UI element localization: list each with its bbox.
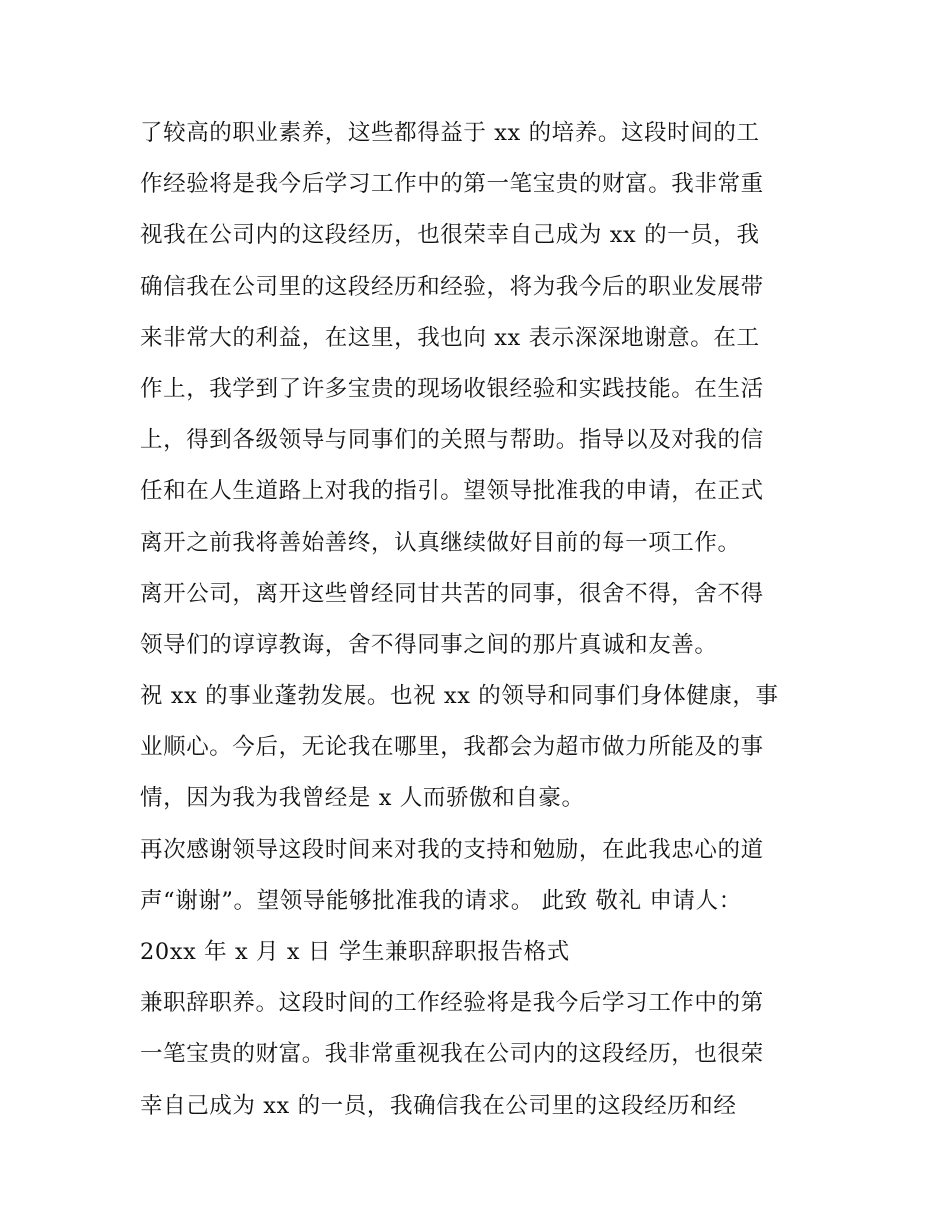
text-line: 离开之前我将善始善终，认真继续做好目前的每一项工作。 bbox=[140, 529, 741, 556]
text-line: 任和在人生道路上对我的指引。望领导批准我的申请，在正式 bbox=[140, 478, 764, 505]
text-line: 一笔宝贵的财富。我非常重视我在公司内的这段经历，也很荣 bbox=[140, 1041, 764, 1068]
text-line: 了较高的职业素养，这些都得益于 xx 的培养。这段时间的工 bbox=[140, 120, 760, 146]
text-line: 兼职辞职养。这段时间的工作经验将是我今后学习工作中的第 bbox=[140, 990, 764, 1017]
text-line: 再次感谢领导这段时间来对我的支持和勉励，在此我忠心的道 bbox=[140, 836, 764, 863]
text-line: 声“谢谢”。望领导能够批准我的请求。 此致 敬礼 申请人： bbox=[140, 887, 742, 914]
text-line: 作上，我学到了许多宝贵的现场收银经验和实践技能。在生活 bbox=[140, 375, 764, 402]
text-line: 情，因为我为我曾经是 x 人而骄傲和自豪。 bbox=[140, 785, 585, 812]
text-line: 视我在公司内的这段经历，也很荣幸自己成为 xx 的一员，我 bbox=[140, 222, 760, 249]
text-line: 来非常大的利益，在这里，我也向 xx 表示深深地谢意。在工 bbox=[140, 324, 760, 351]
text-line: 作经验将是我今后学习工作中的第一笔宝贵的财富。我非常重 bbox=[140, 171, 764, 198]
text-line: 上，得到各级领导与同事们的关照与帮助。指导以及对我的信 bbox=[140, 427, 764, 454]
text-line: 祝 xx 的事业蓬勃发展。也祝 xx 的领导和同事们身体健康，事 bbox=[140, 683, 779, 710]
text-line: 20xx 年 x 月 x 日 学生兼职辞职报告格式 bbox=[140, 939, 570, 965]
text-line: 领导们的谆谆教诲，舍不得同事之间的那片真诚和友善。 bbox=[140, 631, 718, 658]
text-line: 确信我在公司里的这段经历和经验，将为我今后的职业发展带 bbox=[140, 273, 764, 300]
text-line: 离开公司，离开这些曾经同甘共苦的同事，很舍不得，舍不得 bbox=[140, 580, 764, 607]
text-line: 业顺心。今后，无论我在哪里，我都会为超市做力所能及的事 bbox=[140, 734, 764, 761]
body-text bbox=[140, 108, 820, 1132]
text-line: 幸自己成为 xx 的一员，我确信我在公司里的这段经历和经 bbox=[140, 1092, 737, 1119]
